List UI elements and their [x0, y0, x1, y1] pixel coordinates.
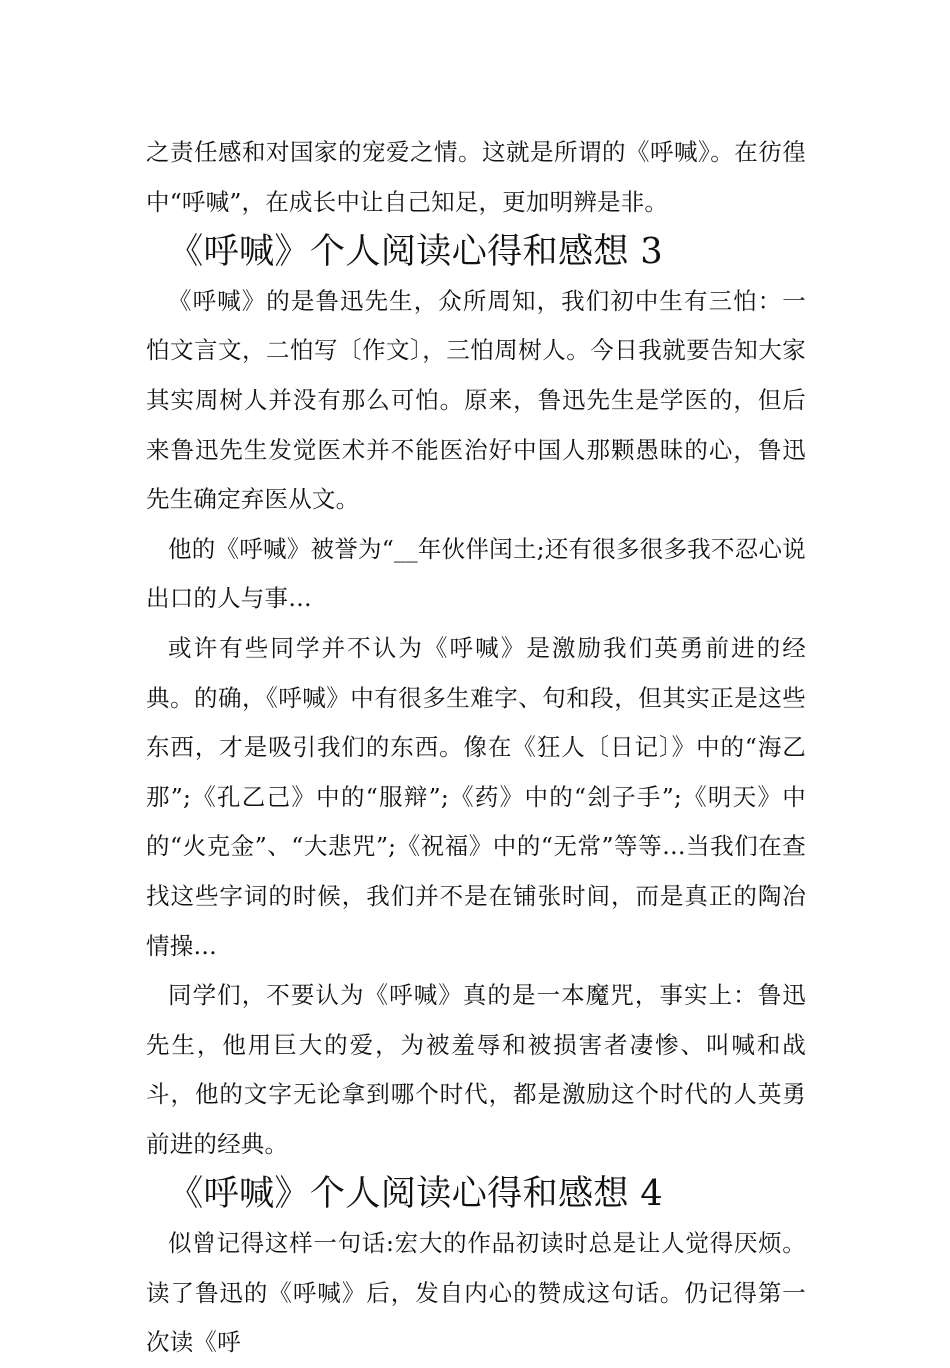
paragraph-6: 似曾记得这样一句话:宏大的作品初读时总是让人觉得厌烦。读了鲁迅的《呼喊》后，发自内心的赞成这句话。仍记得第一次读《呼: [146, 1229, 806, 1357]
paragraph-5: 同学们，不要认为《呼喊》真的是一本魔咒，事实上：鲁迅先生，他用巨大的爱，为被羞辱和被损害者凄惨、叫喊和战斗，他的文字无论拿到哪个时代，都是激励这个时代的人英勇前进的经典。: [146, 981, 806, 1158]
paragraph-2: 《呼喊》的是鲁迅先生，众所周知，我们初中生有三怕：一怕文言文，二怕写〔作文〕，三怕周树人。今日我就要告知大家其实周树人并没有那么可怕。原来，鲁迅先生是学医的，但后来鲁迅先生发觉医术并不能医治好中国人那颗愚昧的心，鲁迅先生确定弃医从文。: [146, 286, 806, 514]
section-heading-4: 《呼喊》个人阅读心得和感想 4: [168, 1173, 663, 1215]
document-body: [146, 128, 806, 1368]
paragraph-4: 或许有些同学并不认为《呼喊》是激励我们英勇前进的经典。的确，《呼喊》中有很多生难字、句和段，但其实正是这些东西，才是吸引我们的东西。像在《狂人〔日记〕》中的“海乙那”;《孔乙己》中的“服辩”;《药》中的“刽子手”;《明天》中的“火克金”、“大悲咒”;《祝福》中的“无常”等等…当我们在查找这些字词的时候，我们并不是在铺张时间，而是真正的陶冶情操…: [146, 633, 806, 960]
paragraph-1: 之责任感和对国家的宠爱之情。这就是所谓的《呼喊》。在彷徨中“呼喊”，在成长中让自己知足，更加明辨是非。: [146, 138, 806, 216]
section-heading-3: 《呼喊》个人阅读心得和感想 3: [168, 231, 663, 273]
paragraph-3: 他的《呼喊》被誉为“__年伙伴闰土;还有很多很多我不忍心说出口的人与事…: [146, 534, 806, 613]
